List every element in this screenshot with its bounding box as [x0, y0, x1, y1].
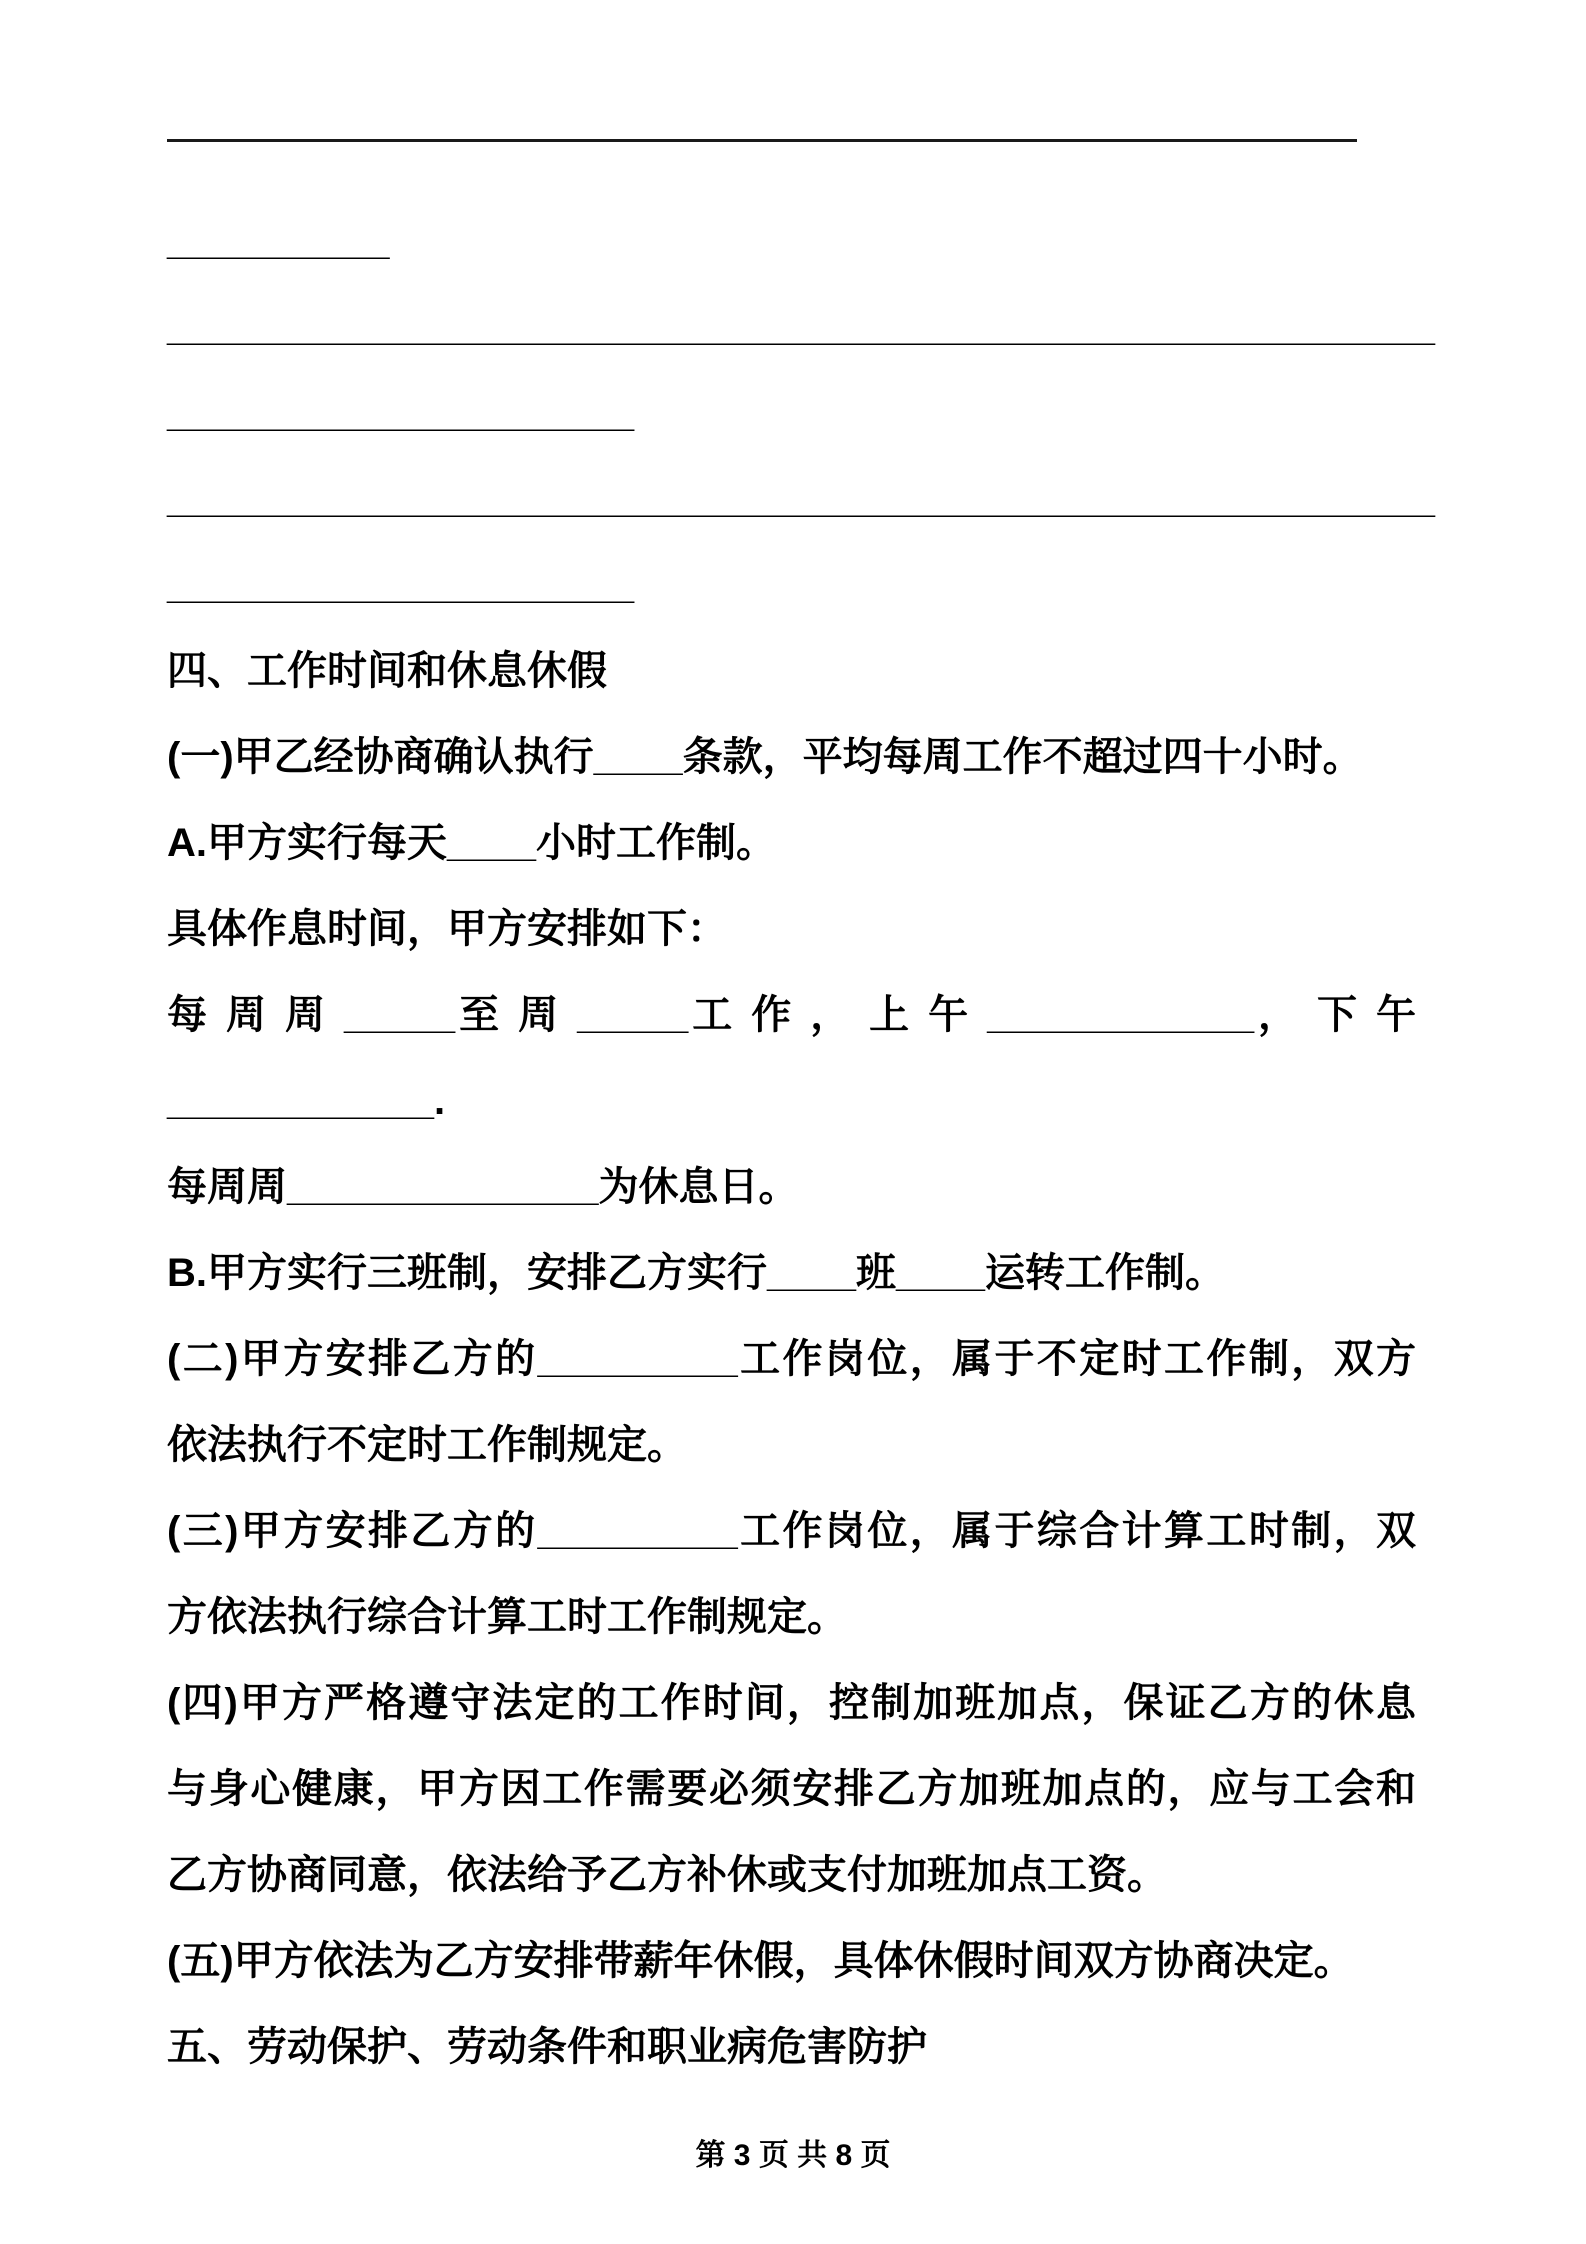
clause-2-flexible-hours-line2: 依法执行不定时工作制规定。	[167, 1423, 687, 1467]
clause-5-paid-leave: (五)甲方依法为乙方安排带薪年休假，具体休假时间双方协商决定。	[167, 1939, 1354, 1983]
clause-2-flexible-hours-line1: (二)甲方安排乙方的_________工作岗位，属于不定时工作制，双方	[167, 1337, 1416, 1381]
section-heading-labor-protection: 五、劳动保护、劳动条件和职业病危害防护	[167, 2025, 927, 2069]
clause-schedule-days: 每 周 周 _____至 周 _____工 作 ， 上 午 ____________， 下 午	[167, 993, 1416, 1037]
blank-line-long: _________________________________________________________	[167, 477, 1436, 521]
header-rule	[167, 139, 1357, 142]
clause-schedule-intro: 具体作息时间，甲方安排如下：	[167, 907, 727, 951]
clause-3-comprehensive-hours-line1: (三)甲方安排乙方的_________工作岗位，属于综合计算工时制，双	[167, 1509, 1416, 1553]
clause-4-overtime-line3: 乙方协商同意，依法给予乙方补休或支付加班加点工资。	[167, 1853, 1167, 1897]
clause-1b-shift-system: B.甲方实行三班制，安排乙方实行____班____运转工作制。	[167, 1251, 1225, 1295]
blank-line-medium: _____________________	[167, 391, 635, 435]
clause-1a-daily-hours: A.甲方实行每天____小时工作制。	[167, 821, 776, 865]
page-number-footer: 第 3 页 共 8 页	[695, 2139, 891, 2172]
clause-3-comprehensive-hours-line2: 方依法执行综合计算工时工作制规定。	[167, 1595, 847, 1639]
blank-line-long: _________________________________________________________	[167, 305, 1436, 349]
section-heading-working-hours: 四、工作时间和休息休假	[167, 649, 607, 693]
blank-line-medium: _____________________	[167, 563, 635, 607]
clause-rest-day: 每周周______________为休息日。	[167, 1165, 799, 1209]
blank-line-short: __________	[167, 219, 390, 263]
clause-4-overtime-line2: 与身心健康，甲方因工作需要必须安排乙方加班加点的，应与工会和	[167, 1767, 1416, 1811]
clause-schedule-afternoon-blank: ____________.	[167, 1079, 446, 1123]
clause-4-overtime-line1: (四)甲方严格遵守法定的工作时间，控制加班加点，保证乙方的休息	[167, 1681, 1416, 1725]
clause-1-work-week: (一)甲乙经协商确认执行____条款，平均每周工作不超过四十小时。	[167, 735, 1363, 779]
